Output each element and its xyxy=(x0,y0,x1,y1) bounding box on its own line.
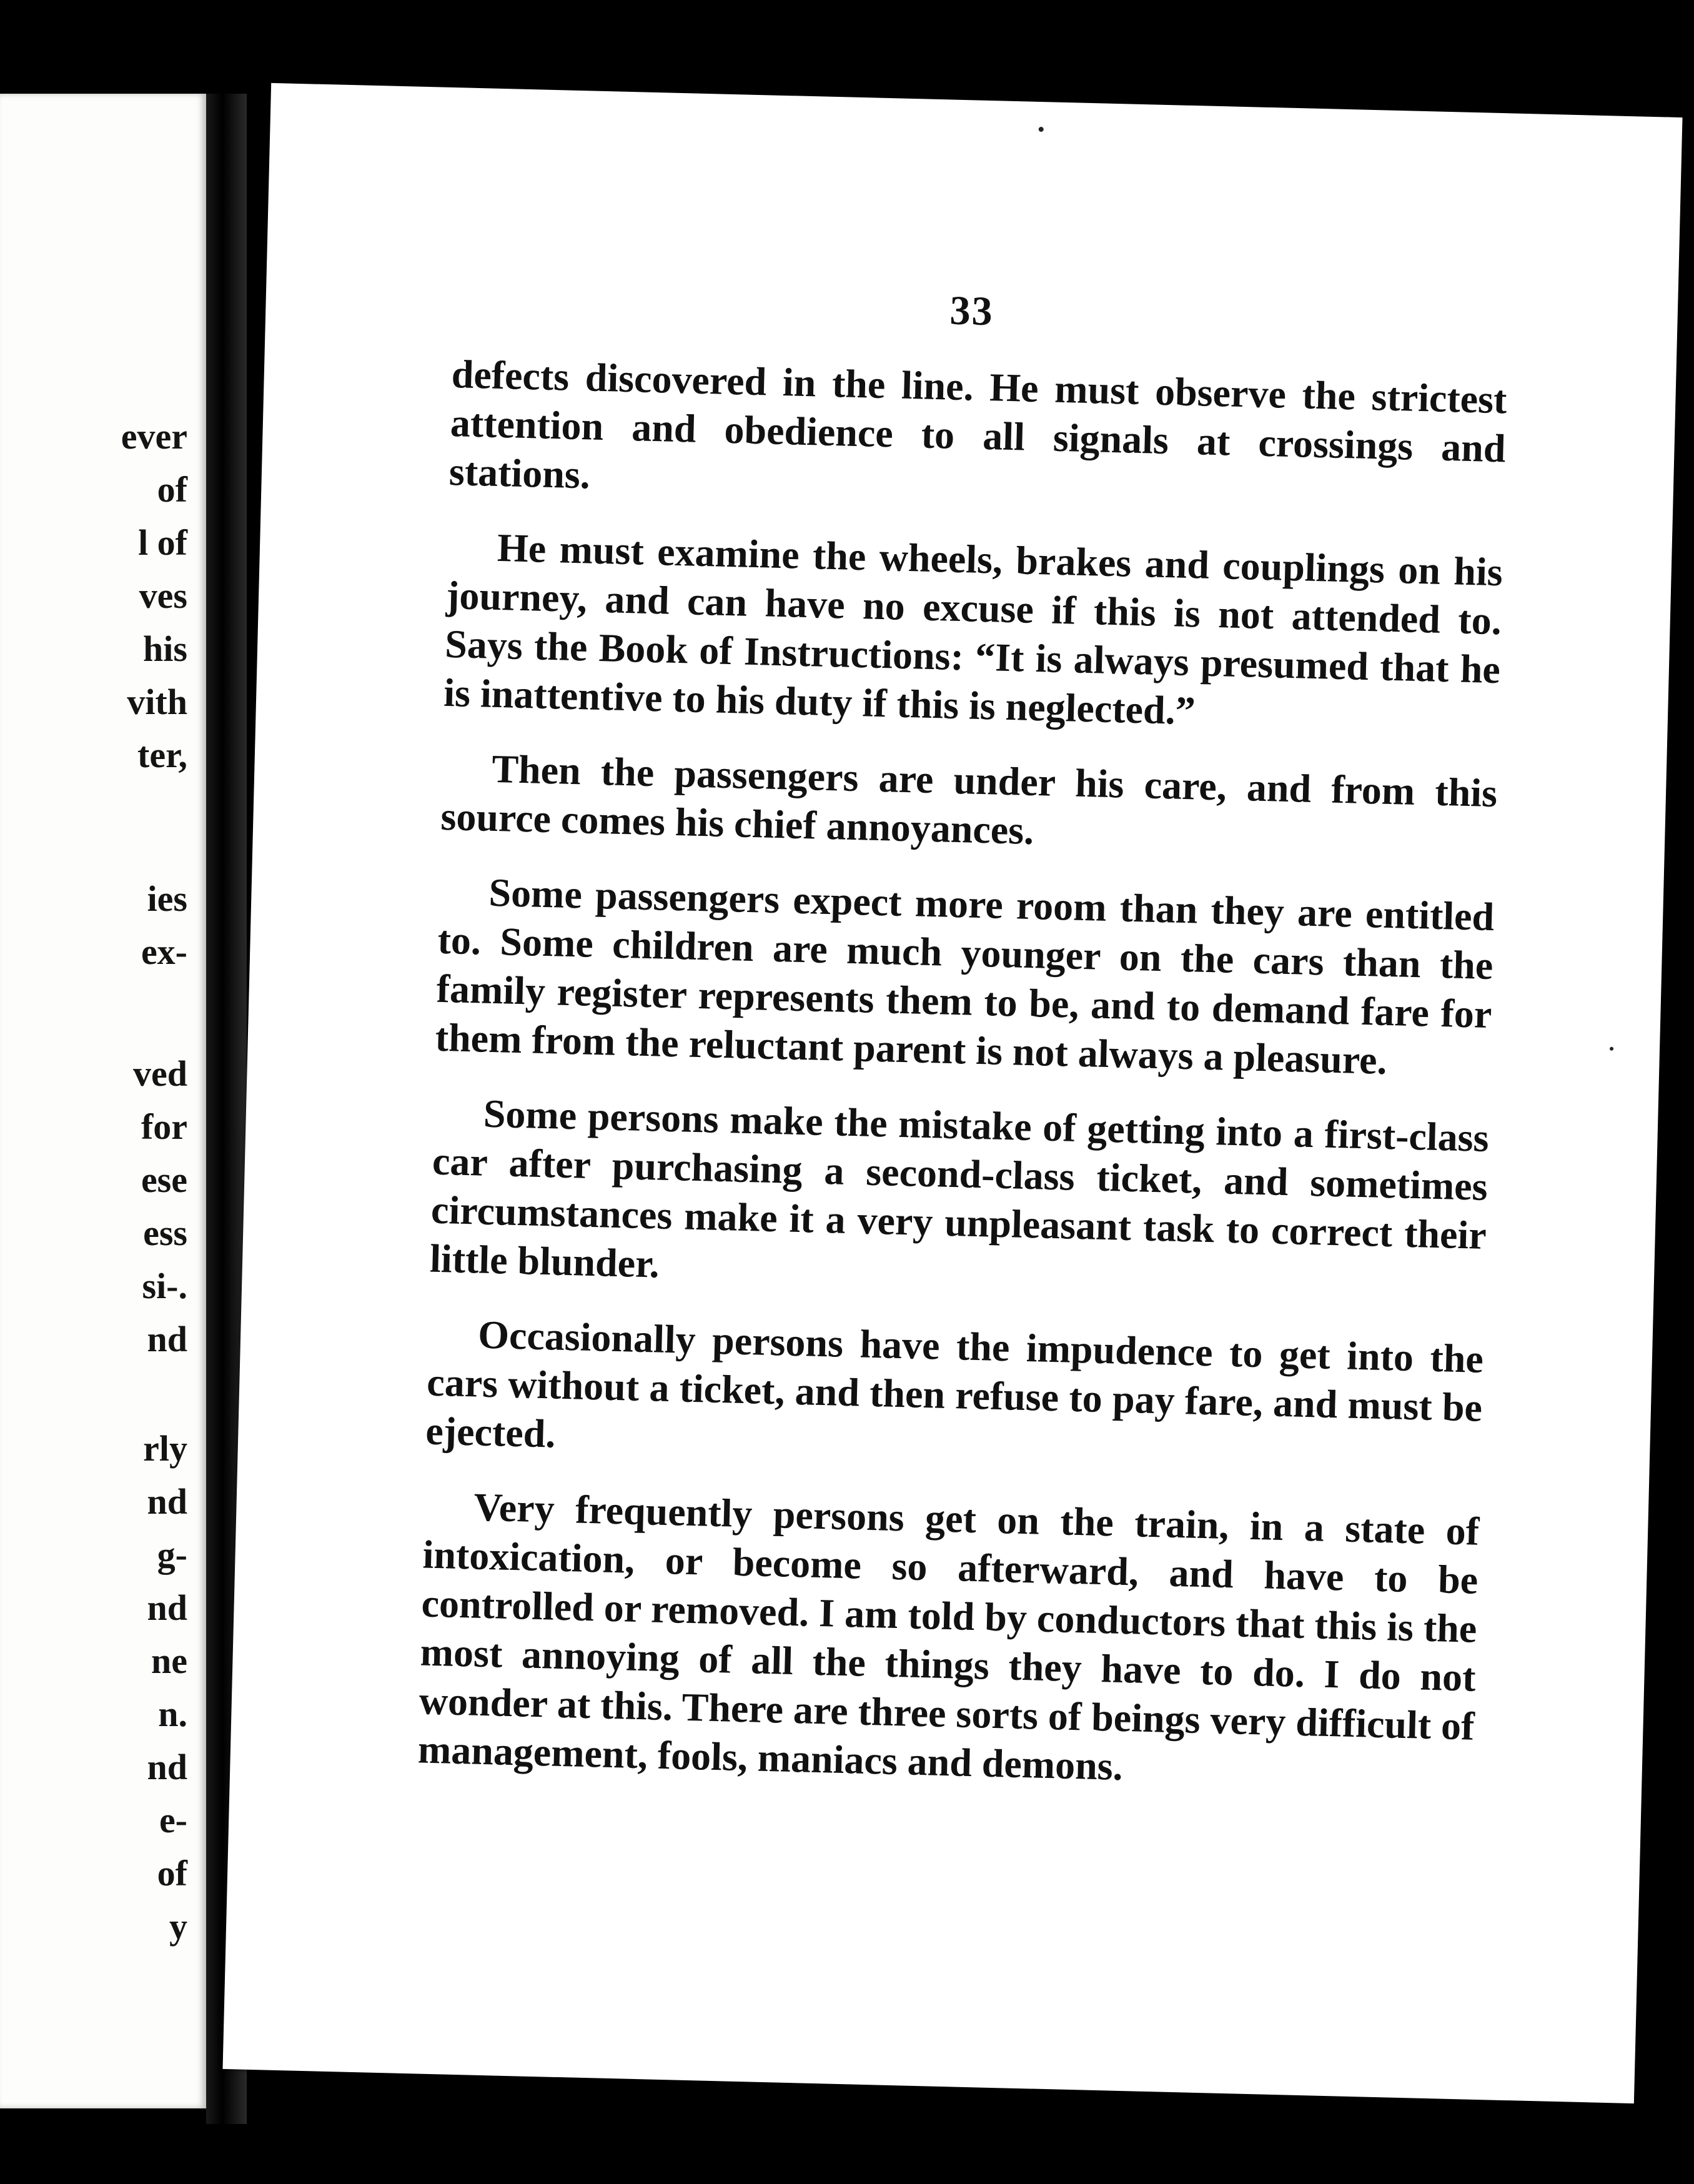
fragment-line: nd xyxy=(147,1481,187,1522)
fragment-line: ved xyxy=(133,1053,187,1094)
fragment-line: of xyxy=(157,469,187,510)
fragment-line: ex- xyxy=(141,931,187,972)
fragment-line: rly xyxy=(143,1428,187,1469)
paragraph: Then the passengers are under his care, and from this source comes his chief annoyances. xyxy=(440,746,1498,853)
fragment-line: nd xyxy=(147,1747,187,1787)
fragment-line: ess xyxy=(143,1213,187,1253)
fragment-line: nd xyxy=(147,1319,187,1359)
page-body xyxy=(417,350,1507,1826)
fragment-line: his xyxy=(143,628,187,669)
paragraph: Some passengers expect more room than they are entitled to. Some children are much younger on the cars than the family register represents them to be, and to demand fare for them from the reluctant parent is not always a pleasure. xyxy=(435,870,1495,1083)
fragment-line: ves xyxy=(139,575,187,616)
fragment-line: e- xyxy=(159,1800,187,1840)
fragment-line: ever xyxy=(121,416,187,457)
scan-speck xyxy=(1610,1047,1613,1051)
fragment-line: y xyxy=(169,1906,187,1947)
fragment-line: si-. xyxy=(142,1266,187,1306)
paragraph: Some persons make the mistake of getting into a first-class car after purchasing a second-class ticket, and sometimes circumstances make it a very unpleasant task to correct their little blunder. xyxy=(429,1091,1490,1286)
fragment-line: ter, xyxy=(137,735,187,775)
fragment-line: l of xyxy=(138,522,187,563)
current-page xyxy=(222,83,1682,2103)
fragment-line: ne xyxy=(151,1640,187,1681)
fragment-line: for xyxy=(141,1106,187,1147)
fragment-line: vith xyxy=(127,682,187,722)
scan-speck xyxy=(1039,127,1044,132)
fragment-line: nd xyxy=(147,1587,187,1628)
fragment-line: ese xyxy=(141,1159,187,1200)
paragraph: He must examine the wheels, brakes and couplings on his journey, and can have no excuse if this is not attended to. Says the Book of Instructions: “It is always presumed that he is inattentive to his duty if this is neglected.” xyxy=(443,525,1503,733)
paragraph: Very frequently persons get on the train, in a state of intoxication, or become so afterward, and have to be controlled or removed. I am told by conductors that this is the most annoying of all the things they have to do. I do not wonder at this. There are three sorts of beings very difficult of management, fools, maniacs and demons. xyxy=(417,1484,1480,1789)
fragment-line: of xyxy=(157,1853,187,1894)
fragment-line: ies xyxy=(147,878,187,919)
fragment-line: n. xyxy=(158,1694,187,1734)
page-number: 33 xyxy=(949,287,994,335)
paragraph: Occasionally persons have the impudence to get into the cars without a ticket, and then refuse to pay fare, and must be ejected. xyxy=(425,1312,1484,1456)
previous-page-edge xyxy=(0,94,206,2108)
fragment-line: g- xyxy=(157,1534,187,1575)
paragraph: defects discovered in the line. He must observe the strictest attention and obedience to all signals at crossings and stations. xyxy=(448,352,1508,497)
